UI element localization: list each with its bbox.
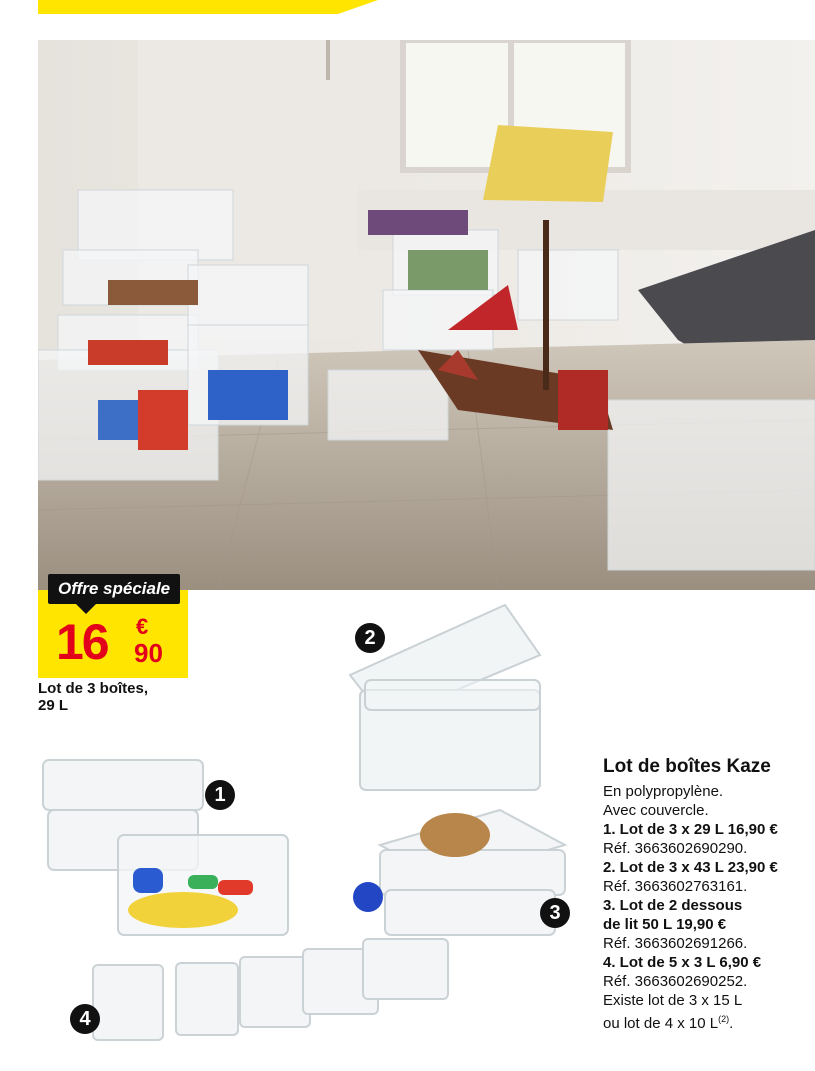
note-line1: Existe lot de 3 x 15 L [603, 992, 743, 1009]
product-4-image [88, 935, 453, 1045]
variant-3-label-line2: de lit 50 L 19,90 € [603, 916, 727, 933]
variant-4-ref: Réf. 3663602690252. [603, 973, 748, 990]
variant-2-label: 2. Lot de 3 x 43 L 23,90 € [603, 859, 778, 876]
price-integer: 16 [56, 614, 108, 670]
price-currency: € [136, 614, 149, 639]
product-title: Lot de boîtes Kaze [603, 756, 771, 777]
offer-badge: Offre spéciale [48, 574, 180, 604]
variant-1-ref: Réf. 3663602690290. [603, 840, 748, 857]
variant-3-label-line1: 3. Lot de 2 dessous [603, 897, 743, 914]
note-line2-wrap [603, 1010, 813, 1033]
marker-4: 4 [70, 1004, 100, 1034]
marker-2: 2 [355, 623, 385, 653]
price-decimal: 90 [134, 638, 163, 668]
product-material: En polypropylène. [603, 783, 724, 800]
room-photo [38, 40, 815, 590]
note-end: . [729, 1015, 734, 1032]
variant-4-label: 4. Lot de 5 x 3 L 6,90 € [603, 954, 762, 971]
product-1-image [38, 750, 293, 945]
marker-3: 3 [540, 898, 570, 928]
product-3-image [350, 805, 570, 945]
top-yellow-band [38, 0, 338, 14]
marker-1: 1 [205, 780, 235, 810]
note-line2: ou lot de 4 x 10 L [603, 1015, 719, 1032]
promo-caption [38, 680, 218, 714]
promo-caption-line1: Lot de 3 boîtes, [38, 680, 149, 697]
product-lid: Avec couvercle. [603, 802, 709, 819]
variant-3-ref: Réf. 3663602691266. [603, 935, 748, 952]
variant-2-ref: Réf. 3663602763161. [603, 878, 748, 895]
product-info [603, 756, 813, 1033]
variant-1-label: 1. Lot de 3 x 29 L 16,90 € [603, 821, 778, 838]
note-footnote-mark: (2) [718, 1014, 730, 1024]
promo-caption-line2: 29 L [38, 697, 69, 714]
